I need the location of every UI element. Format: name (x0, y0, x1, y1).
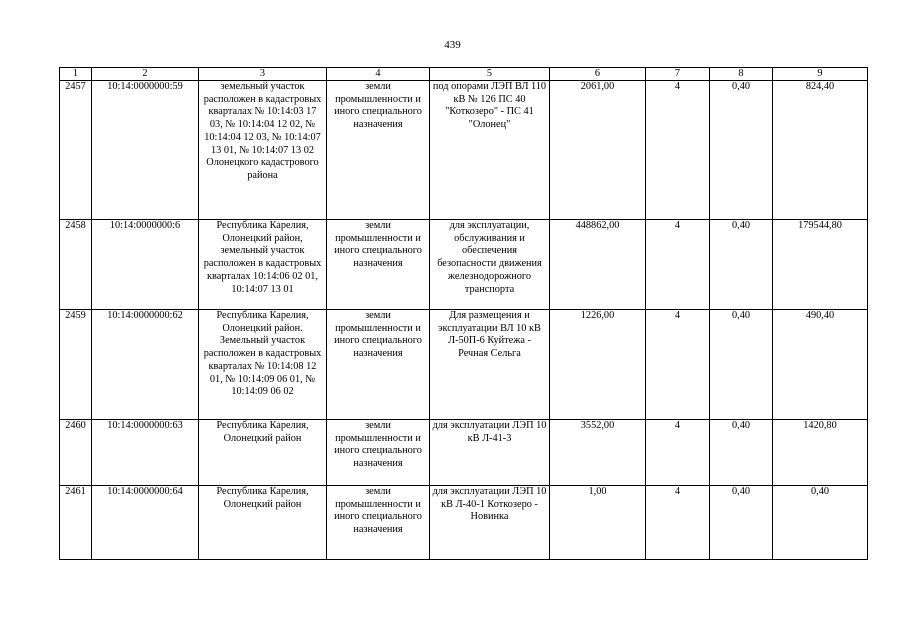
cadastral-number-cell: 10:14:0000000:63 (92, 420, 199, 486)
land-plots-table (59, 67, 868, 560)
area-cell: 1,00 (550, 486, 646, 560)
column-7-cell: 4 (646, 81, 710, 220)
table-row (60, 81, 868, 220)
permitted-use-cell: для эксплуатации ЛЭП 10 кВ Л-40-1 Коткозеро - Новинка (430, 486, 550, 560)
sum-cell: 0,40 (773, 486, 868, 560)
table-row (60, 220, 868, 310)
permitted-use-cell: для эксплуатации ЛЭП 10 кВ Л-41-3 (430, 420, 550, 486)
row-number-cell: 2457 (60, 81, 92, 220)
column-header: 5 (430, 68, 550, 81)
rate-cell: 0,40 (710, 420, 773, 486)
column-header: 8 (710, 68, 773, 81)
row-number-cell: 2460 (60, 420, 92, 486)
land-category-cell: земли промышленности и иного специального назначения (327, 486, 430, 560)
table-row (60, 486, 868, 560)
cadastral-number-cell: 10:14:0000000:6 (92, 220, 199, 310)
sum-cell: 490,40 (773, 310, 868, 420)
row-number-cell: 2459 (60, 310, 92, 420)
column-header: 9 (773, 68, 868, 81)
cadastral-number-cell: 10:14:0000000:64 (92, 486, 199, 560)
column-7-cell: 4 (646, 486, 710, 560)
address-cell: земельный участок расположен в кадастровых кварталах № 10:14:03 17 03, № 10:14:04 12 02, № 10:14:04 12 03, № 10:14:07 13 01, № 10:14:07 13 02 Олонецкого кадастрового района (199, 81, 327, 220)
address-cell: Республика Карелия, Олонецкий район (199, 420, 327, 486)
column-7-cell: 4 (646, 310, 710, 420)
sum-cell: 1420,80 (773, 420, 868, 486)
address-cell: Республика Карелия, Олонецкий район. Земельный участок расположен в кадастровых кварталах № 10:14:08 12 01, № 10:14:09 06 01, № 10:14:09 06 02 (199, 310, 327, 420)
area-cell: 1226,00 (550, 310, 646, 420)
land-category-cell: земли промышленности и иного специального назначения (327, 220, 430, 310)
rate-cell: 0,40 (710, 486, 773, 560)
column-header: 7 (646, 68, 710, 81)
column-header: 2 (92, 68, 199, 81)
column-header: 6 (550, 68, 646, 81)
area-cell: 448862,00 (550, 220, 646, 310)
sum-cell: 824,40 (773, 81, 868, 220)
column-header: 3 (199, 68, 327, 81)
row-number-cell: 2461 (60, 486, 92, 560)
column-header: 1 (60, 68, 92, 81)
row-number-cell: 2458 (60, 220, 92, 310)
page-number: 439 (444, 39, 461, 51)
column-7-cell: 4 (646, 220, 710, 310)
address-cell: Республика Карелия, Олонецкий район (199, 486, 327, 560)
land-category-cell: земли промышленности и иного специального назначения (327, 310, 430, 420)
rate-cell: 0,40 (710, 220, 773, 310)
cadastral-number-cell: 10:14:0000000:59 (92, 81, 199, 220)
permitted-use-cell: Для размещения и эксплуатации ВЛ 10 кВ Л-50П-6 Куйтежа - Речная Сельга (430, 310, 550, 420)
permitted-use-cell: для эксплуатации, обслуживания и обеспечения безопасности движения железнодорожного транспорта (430, 220, 550, 310)
sum-cell: 179544,80 (773, 220, 868, 310)
address-cell: Республика Карелия, Олонецкий район, земельный участок расположен в кадастровых кварталах 10:14:06 02 01, 10:14:07 13 01 (199, 220, 327, 310)
area-cell: 3552,00 (550, 420, 646, 486)
column-7-cell: 4 (646, 420, 710, 486)
cadastral-number-cell: 10:14:0000000:62 (92, 310, 199, 420)
rate-cell: 0,40 (710, 310, 773, 420)
table-row (60, 420, 868, 486)
area-cell: 2061,00 (550, 81, 646, 220)
rate-cell: 0,40 (710, 81, 773, 220)
permitted-use-cell: под опорами ЛЭП ВЛ 110 кВ № 126 ПС 40 "Коткозеро" - ПС 41 "Олонец" (430, 81, 550, 220)
land-category-cell: земли промышленности и иного специального назначения (327, 81, 430, 220)
land-category-cell: земли промышленности и иного специального назначения (327, 420, 430, 486)
table-row (60, 310, 868, 420)
column-header: 4 (327, 68, 430, 81)
table-header-row (60, 68, 868, 81)
